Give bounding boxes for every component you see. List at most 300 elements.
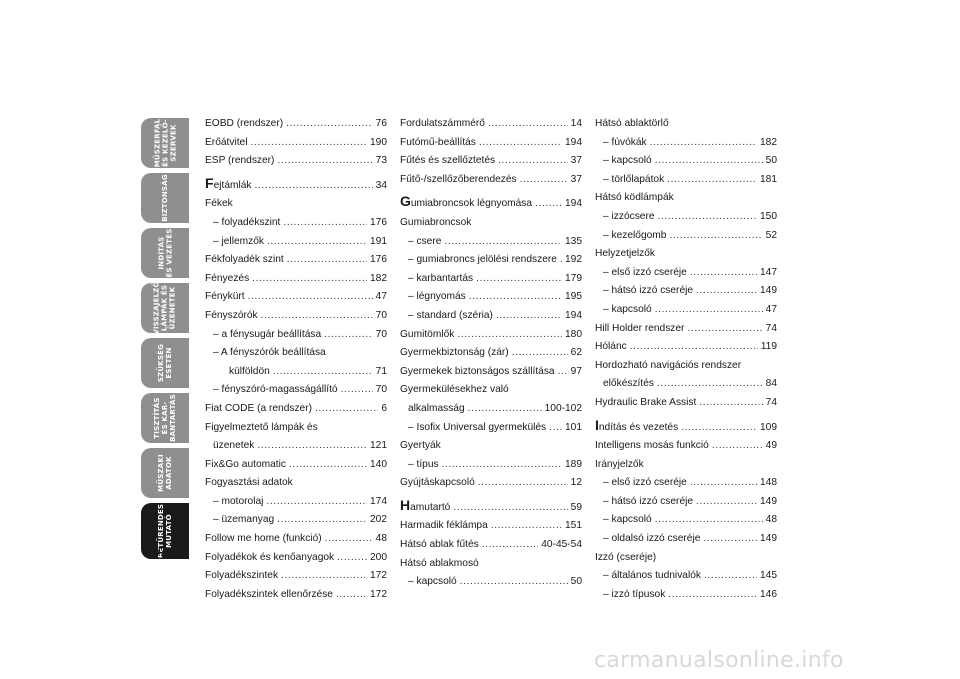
index-page-ref: 189	[565, 458, 582, 470]
index-entry	[400, 474, 582, 493]
index-entry	[205, 511, 387, 530]
index-entry	[205, 400, 387, 419]
index-entry-term	[213, 437, 254, 456]
index-entry	[595, 282, 777, 301]
index-entry-text: Erőátvitel	[205, 136, 248, 148]
index-entry-term	[213, 214, 280, 233]
index-entry	[205, 270, 387, 289]
index-heading: Gyermekülésekhez való	[400, 384, 509, 396]
index-heading: Fogyasztási adatok	[205, 477, 293, 489]
dot-leader	[488, 115, 568, 134]
index-entry-term	[205, 456, 286, 475]
index-page-ref: 146	[760, 588, 777, 600]
index-page-ref: 121	[370, 440, 387, 452]
index-entry-text: – üzemanyag	[213, 514, 275, 526]
index-entry-term	[603, 511, 652, 530]
dot-leader	[496, 307, 562, 326]
index-page-ref: 70	[375, 384, 387, 396]
chapter-tab-label: TISZTÍTÁS ÉS KAR- BANTARTÁS	[152, 394, 177, 442]
index-page-ref: 181	[760, 173, 777, 185]
index-entry-text: Fordulatszámmérő	[400, 118, 485, 129]
index-entry-text: Gyújtáskapcsoló	[400, 477, 475, 489]
index-entry-text: Fűtő-/szellőzőberendezés	[400, 173, 517, 185]
index-page-ref: 149	[760, 495, 777, 507]
index-page-ref: 50	[765, 155, 777, 167]
index-entry-term	[400, 152, 495, 171]
index-heading: Hátsó ködlámpák	[595, 192, 674, 204]
index-entry-term	[603, 227, 666, 246]
index-entry	[400, 251, 582, 270]
index-entry-text: ESP (rendszer)	[205, 155, 275, 167]
index-page-ref: 100-102	[544, 402, 582, 414]
index-entry	[595, 437, 777, 456]
index-entry-text: Fűtés és szellőztetés	[400, 155, 496, 167]
index-page-ref: 182	[370, 272, 387, 284]
dot-leader	[341, 381, 373, 400]
index-entry	[205, 174, 387, 196]
index-entry-term	[213, 326, 321, 345]
chapter-tab-4[interactable]	[141, 283, 189, 333]
index-entry	[400, 233, 582, 252]
index-entry-term	[205, 251, 284, 270]
index-entry	[400, 307, 582, 326]
index-entry-term	[408, 307, 493, 326]
index-entry	[595, 134, 777, 153]
index-page-ref: 151	[565, 520, 582, 532]
index-entry	[400, 270, 582, 289]
index-entry-term	[408, 573, 457, 592]
index-entry-term	[595, 338, 627, 357]
index-page-ref: 135	[565, 235, 582, 247]
index-entry-text: – típus	[408, 458, 439, 470]
dot-leader	[655, 511, 763, 530]
index-heading: Figyelmeztető lámpák és	[205, 421, 318, 433]
index-entry-text: külföldön	[229, 365, 270, 377]
dot-leader	[667, 171, 757, 190]
dot-leader	[703, 530, 757, 549]
index-entry-text: amutartó	[410, 501, 451, 513]
dot-leader	[324, 326, 372, 345]
index-entry-term	[603, 493, 693, 512]
index-entry-term	[400, 326, 454, 345]
index-page-ref: 34	[375, 179, 387, 191]
index-entry-text: Hydraulic Brake Assist	[595, 396, 697, 408]
dot-leader	[655, 301, 763, 320]
index-page-ref: 145	[760, 570, 777, 582]
index-entry-text: – a fénysugár beállítása	[213, 328, 322, 340]
dot-leader	[535, 195, 562, 214]
index-page-ref: 172	[370, 588, 387, 600]
index-entry-term	[595, 416, 678, 438]
index-entry-term	[213, 511, 274, 530]
index-page-ref: 174	[370, 495, 387, 507]
dot-leader	[281, 567, 367, 586]
chapter-tab-label: VISSZAJELZŐ LÁMPÁK ÉS ÜZENETEK	[153, 281, 178, 335]
index-entry-text: előkészítés	[603, 378, 654, 390]
index-page-ref: 200	[370, 551, 387, 563]
index-entry-text: ndítás és vezetés	[598, 421, 679, 433]
index-entry	[595, 394, 777, 413]
index-entry	[400, 573, 582, 592]
index-heading: – A fényszórók beállítása	[213, 347, 326, 359]
index-entry	[205, 381, 387, 400]
index-entry-term	[603, 152, 652, 171]
index-entry-text: alkalmasság	[408, 402, 465, 414]
index-page-ref: 50	[570, 576, 582, 588]
index-entry-text: – csere	[408, 235, 442, 247]
index-page-ref: 74	[765, 396, 777, 408]
index-entry	[205, 567, 387, 586]
index-letter-initial: G	[400, 193, 411, 210]
index-entry-text: Folyadékok és kenőanyagok	[205, 551, 335, 563]
index-entry-text: – standard (széria)	[408, 309, 493, 321]
dot-leader	[712, 437, 763, 456]
index-page-ref: 70	[375, 328, 387, 340]
index-entry-term	[400, 344, 509, 363]
index-entry-text: – hátsó izzó cseréje	[603, 495, 694, 507]
index-entry	[400, 363, 582, 382]
index-entry-term	[205, 152, 274, 171]
dot-leader	[277, 511, 367, 530]
index-page-ref: 12	[570, 477, 582, 489]
index-entry-term	[408, 456, 439, 475]
index-entry-text: – első izzó cseréje	[603, 477, 687, 489]
dot-leader	[696, 282, 757, 301]
index-entry-term	[603, 282, 693, 301]
index-entry	[205, 363, 387, 382]
dot-leader	[690, 264, 757, 283]
index-entry-text: Hólánc	[595, 341, 627, 353]
dot-leader	[283, 214, 367, 233]
index-entry-term	[400, 192, 532, 214]
index-entry-term	[205, 270, 249, 289]
index-heading: Izzó (cseréje)	[595, 551, 657, 563]
dot-leader	[704, 567, 757, 586]
index-entry	[205, 288, 387, 307]
index-entry	[400, 419, 582, 438]
index-page-ref: 176	[370, 254, 387, 266]
index-entry-text: Folyadékszintek ellenőrzése	[205, 588, 333, 600]
chapter-tab-6[interactable]	[141, 393, 189, 443]
dot-leader	[277, 152, 372, 171]
index-entry-term	[205, 288, 245, 307]
index-entry-text: EOBD (rendszer)	[205, 118, 284, 129]
index-page-ref: 70	[375, 309, 387, 321]
index-page-ref: 73	[375, 155, 387, 167]
index-entry-text: – izzócsere	[603, 210, 655, 222]
index-entry-text: – karbantartás	[408, 272, 474, 284]
index-page-ref: 179	[565, 272, 582, 284]
index-entry-text: – törlőlapátok	[603, 173, 665, 185]
index-page-ref: 84	[765, 378, 777, 390]
index-entry	[595, 320, 777, 339]
index-page-ref: 149	[760, 285, 777, 297]
index-entry	[400, 152, 582, 171]
dot-leader	[257, 437, 367, 456]
dot-leader	[699, 394, 762, 413]
index-entry-term	[603, 264, 687, 283]
index-entry	[205, 251, 387, 270]
dot-leader	[558, 363, 568, 382]
index-entry-term	[603, 375, 654, 394]
index-entry-term	[603, 134, 647, 153]
index-entry-term	[408, 270, 473, 289]
dot-leader	[442, 456, 562, 475]
dot-leader	[655, 152, 763, 171]
index-page-ref: 149	[760, 533, 777, 545]
index-entry	[400, 517, 582, 536]
dot-leader	[250, 134, 367, 153]
index-heading: Hátsó ablakmosó	[400, 557, 479, 569]
index-entry-term	[205, 134, 247, 153]
index-entry	[595, 493, 777, 512]
dot-leader	[491, 517, 562, 536]
index-page-ref: 52	[765, 229, 777, 241]
index-page-ref: 47	[765, 303, 777, 315]
index-page-ref: 97	[570, 365, 582, 377]
index-entry	[595, 530, 777, 549]
index-entry-term	[603, 301, 652, 320]
index-entry-text: – kapcsoló	[603, 303, 652, 315]
index-page-ref: 6	[381, 402, 387, 414]
index-entry-text: Futómű-beállítás	[400, 136, 476, 148]
index-entry	[205, 549, 387, 568]
index-page-ref: 147	[760, 266, 777, 278]
index-entry-text: – kapcsoló	[408, 576, 457, 588]
dot-leader	[687, 320, 762, 339]
index-entry	[205, 214, 387, 233]
index-entry	[400, 134, 582, 153]
index-entry-text: Follow me home (funkció)	[205, 533, 322, 545]
index-entry-text: Fiat CODE (a rendszer)	[205, 402, 312, 414]
index-entry-term	[205, 400, 312, 419]
index-entry-text: ejtámlák	[213, 179, 252, 191]
index-entry-text: Fix&Go automatic	[205, 458, 286, 470]
index-entry	[205, 134, 387, 153]
chapter-tab-7[interactable]	[141, 448, 189, 498]
chapter-tab-label: MŰSZAKI ADATOK	[157, 454, 173, 492]
index-entry	[400, 400, 582, 419]
index-page-ref: 14	[570, 118, 582, 129]
index-entry-term	[408, 400, 465, 419]
index-page-ref: 37	[570, 155, 582, 167]
dot-leader	[255, 177, 373, 196]
index-entry-text: Gyermekek biztonságos szállítása	[400, 365, 555, 377]
index-entry-term	[408, 251, 557, 270]
index-entry-text: Gumitömlők	[400, 328, 455, 340]
index-entry-term	[205, 174, 252, 196]
index-entry-term	[213, 233, 264, 252]
index-entry-term	[603, 586, 665, 605]
index-entry-text: – Isofix Universal gyermekülés	[408, 421, 547, 433]
index-entry-term	[400, 536, 479, 555]
index-page-ref: 194	[565, 198, 582, 210]
index-entry	[205, 152, 387, 171]
index-entry-text: – kezelőgomb	[603, 229, 667, 241]
index-page-ref: 182	[760, 136, 777, 148]
index-entry-term	[400, 496, 450, 518]
index-entry-text: umiabroncsok légnyomása	[410, 198, 533, 210]
index-entry-text: – motorolaj	[213, 495, 264, 507]
index-entry-term	[213, 493, 263, 512]
index-entry-text: Folyadékszintek	[205, 570, 279, 582]
index-entry	[205, 456, 387, 475]
index-page-ref: 109	[760, 421, 777, 433]
chapter-tab-label: BIZTONSÁG	[160, 174, 169, 222]
dot-leader	[482, 536, 539, 555]
index-heading: Helyzetjelzők	[595, 248, 656, 260]
index-page-ref: 40-45-54	[541, 539, 582, 551]
index-entry-text: – kapcsoló	[603, 514, 652, 526]
dot-leader	[337, 549, 367, 568]
index-page-ref: 101	[565, 421, 582, 433]
index-page-ref: 119	[760, 341, 777, 353]
index-entry-term	[400, 363, 555, 382]
dot-leader	[286, 115, 373, 134]
dot-leader	[468, 400, 542, 419]
index-page-ref: 190	[370, 136, 387, 148]
index-entry	[205, 233, 387, 252]
index-entry	[400, 456, 582, 475]
index-entry-text: – hátsó izzó cseréje	[603, 285, 694, 297]
index-column-3	[595, 115, 777, 604]
index-entry	[205, 493, 387, 512]
index-entry	[205, 437, 387, 456]
dot-leader	[650, 134, 757, 153]
index-entry-text: Hátsó ablak fűtés	[400, 539, 479, 551]
index-entry-text: Fénykürt	[205, 291, 245, 303]
index-entry	[595, 474, 777, 493]
index-entry-term	[400, 171, 517, 190]
index-letter-initial: I	[595, 416, 599, 433]
index-entry	[400, 288, 582, 307]
index-page-ref: 176	[370, 216, 387, 228]
index-entry-text: Hill Holder rendszer	[595, 322, 685, 334]
index-entry-term	[595, 394, 696, 413]
index-page-ref: 191	[370, 235, 387, 247]
index-entry	[595, 171, 777, 190]
index-entry-term	[205, 549, 334, 568]
chapter-tab-2[interactable]	[141, 173, 189, 223]
index-entry-term	[603, 530, 700, 549]
index-letter-initial: H	[400, 496, 411, 513]
dot-leader	[479, 134, 562, 153]
index-entry-term	[408, 288, 466, 307]
index-entry-text: – oldalsó izzó cseréje	[603, 533, 701, 545]
dot-leader	[560, 251, 562, 270]
index-page-ref: 76	[375, 118, 387, 129]
dot-leader	[681, 419, 757, 438]
index-heading: Hátsó ablaktörlő	[595, 118, 669, 129]
dot-leader	[657, 375, 763, 394]
index-entry-text: Fékfolyadék szint	[205, 254, 284, 266]
index-entry-term	[595, 320, 684, 339]
index-column-1	[205, 115, 387, 604]
index-entry	[595, 301, 777, 320]
index-entry	[595, 227, 777, 246]
dot-leader	[266, 493, 367, 512]
index-entry-term	[603, 208, 655, 227]
index-entry	[595, 338, 777, 357]
index-entry-term	[408, 419, 546, 438]
dot-leader	[289, 456, 367, 475]
dot-leader	[273, 363, 373, 382]
chapter-tab-5[interactable]	[141, 338, 189, 388]
index-entry-text: – folyadékszint	[213, 216, 281, 228]
dot-leader	[460, 573, 568, 592]
index-entry-term	[400, 517, 488, 536]
dot-leader	[690, 474, 757, 493]
index-entry-term	[205, 307, 258, 326]
index-entry-term	[400, 134, 476, 153]
index-entry-term	[595, 437, 709, 456]
index-page-ref: 195	[565, 291, 582, 303]
dot-leader	[252, 270, 367, 289]
index-page-ref: 202	[370, 514, 387, 526]
index-entry	[400, 326, 582, 345]
dot-leader	[287, 251, 367, 270]
index-heading: Irányjelzők	[595, 458, 644, 470]
index-entry-term	[408, 233, 441, 252]
index-entry-term	[205, 586, 333, 605]
dot-leader	[668, 586, 757, 605]
dot-leader	[261, 307, 373, 326]
index-entry-text: – jellemzők	[213, 235, 264, 247]
watermark: carmanualsonline.info	[594, 648, 844, 673]
index-entry-text: üzenetek	[213, 440, 255, 452]
index-page-ref: 47	[375, 291, 387, 303]
index-entry-text: Fényszórók	[205, 309, 258, 321]
index-heading: Hordozható navigációs rendszer	[595, 359, 742, 371]
chapter-tabs	[141, 118, 189, 564]
index-entry	[205, 326, 387, 345]
index-entry-term	[400, 474, 475, 493]
index-entry-term	[603, 474, 687, 493]
chapter-tab-1[interactable]	[141, 118, 189, 168]
index-entry-term	[229, 363, 270, 382]
chapter-tab-3[interactable]	[141, 228, 189, 278]
index-page-ref: 71	[375, 365, 387, 377]
index-page-ref: 194	[565, 136, 582, 148]
index-entry-term	[603, 567, 701, 586]
index-page-ref: 150	[760, 210, 777, 222]
index-page-ref: 48	[375, 533, 387, 545]
index-entry-text: Gyermekbiztonság (zár)	[400, 347, 509, 359]
dot-leader	[248, 288, 373, 307]
index-entry-term	[205, 530, 322, 549]
index-entry	[595, 416, 777, 438]
index-entry	[205, 530, 387, 549]
dot-leader	[453, 499, 567, 518]
index-entry-text: Intelligens mosás funkció	[595, 440, 709, 452]
chapter-tab-label: BETŰRENDES MUTATÓ	[157, 503, 173, 559]
dot-leader	[469, 288, 562, 307]
index-entry	[205, 115, 387, 134]
dot-leader	[498, 152, 568, 171]
index-heading: Gumiabroncsok	[400, 216, 472, 228]
index-page-ref: 48	[765, 514, 777, 526]
index-entry-text: – izzó típusok	[603, 588, 666, 600]
index-entry-text: Fényezés	[205, 272, 250, 284]
index-entry	[400, 195, 582, 214]
index-entry	[595, 567, 777, 586]
index-entry-term	[213, 381, 338, 400]
index-entry-text: Harmadik féklámpa	[400, 520, 488, 532]
index-entry-term	[400, 115, 485, 134]
index-entry-text: – fúvókák	[603, 136, 647, 148]
chapter-tab-label: SZÜKSÉG ESETÉN	[156, 343, 173, 383]
index-page-ref: 148	[760, 477, 777, 489]
